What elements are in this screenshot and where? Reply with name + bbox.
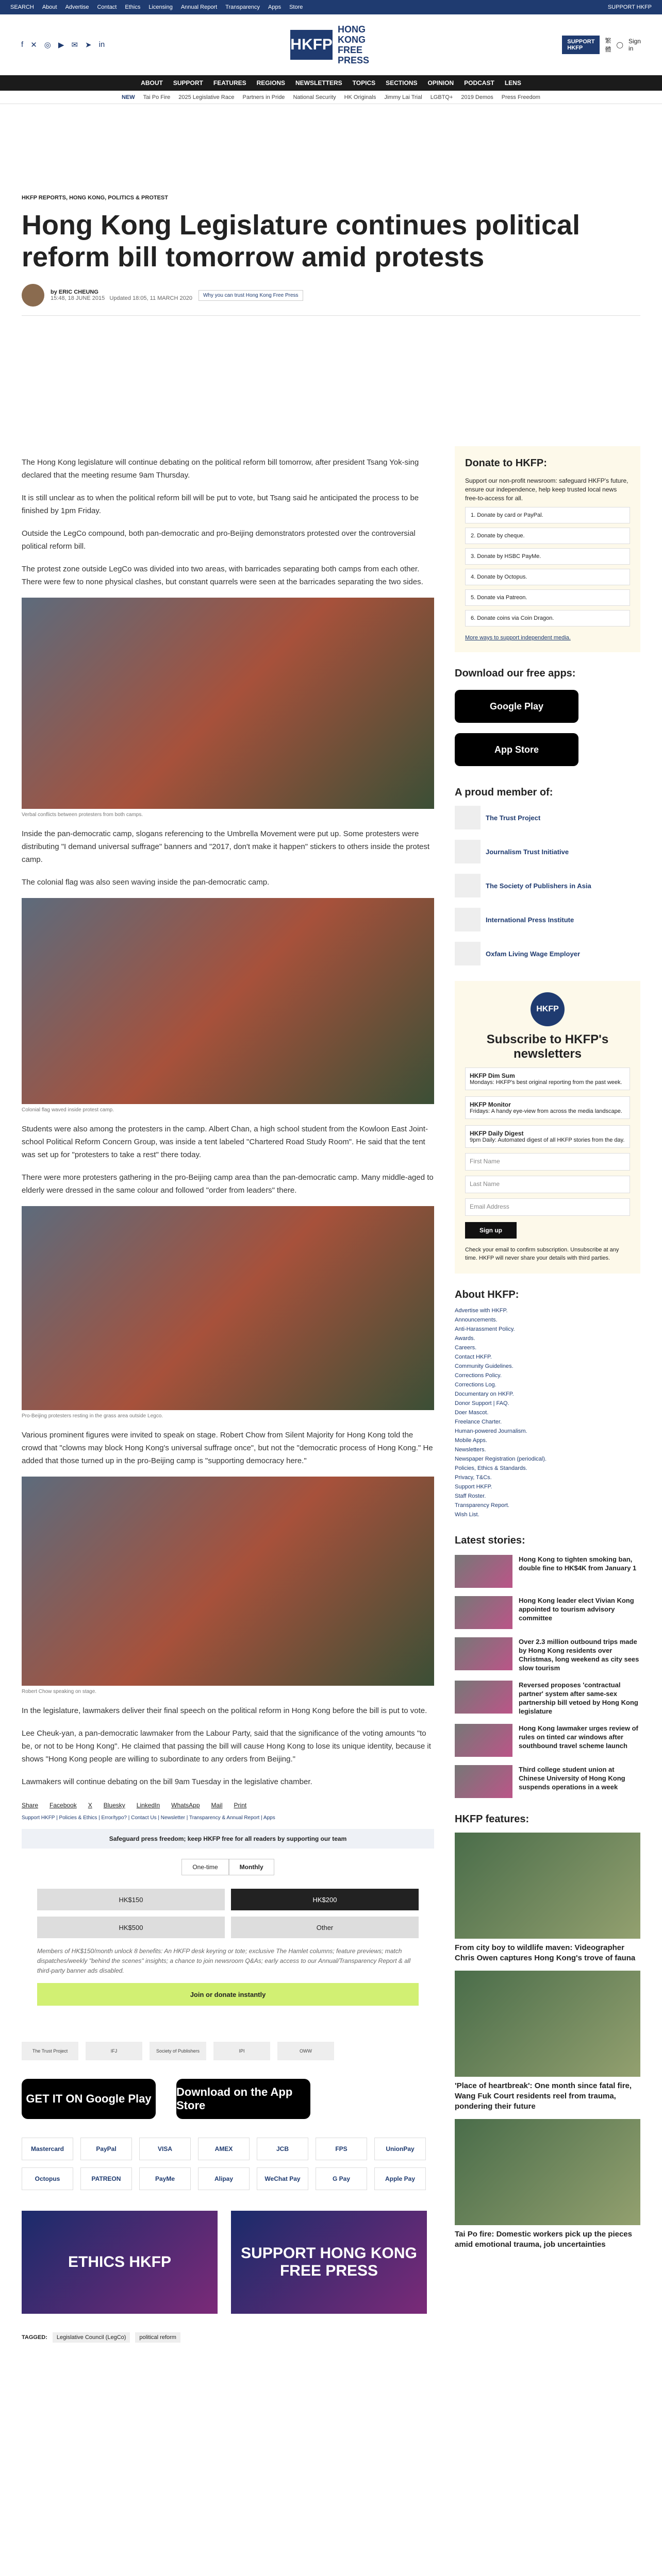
member-logo[interactable]: International Press Institute	[455, 905, 640, 935]
payment-logo: JCB	[257, 2138, 308, 2160]
payment-logo: WeChat Pay	[257, 2167, 308, 2190]
about-link[interactable]: Wish List.	[455, 1512, 479, 1518]
tags-row	[22, 2332, 434, 2343]
trending-item[interactable]: 2019 Demos	[461, 94, 493, 100]
paragraph: The colonial flag was also seen waving inside the pan-democratic camp.	[22, 878, 270, 887]
share-linkedin[interactable]: LinkedIn	[136, 1802, 160, 1809]
category[interactable]: HKFP REPORTS, HONG KONG, POLITICS & PROTEST	[22, 195, 168, 201]
feature-title[interactable]: 'Place of heartbreak': One month since fatal fire, Wang Fuk Court residents reel from trauma, pondering their future	[455, 2081, 632, 2111]
facebook-icon[interactable]: f	[21, 40, 24, 49]
byline-row	[22, 282, 640, 308]
about-link[interactable]: Policies, Ethics & Standards.	[455, 1465, 527, 1471]
share-mail[interactable]: Mail	[211, 1802, 223, 1809]
story-title[interactable]: Hong Kong to tighten smoking ban, double fine to HK$4K from January 1	[519, 1555, 637, 1572]
member-logo[interactable]: The Trust Project	[455, 803, 640, 833]
paragraph: In the legislature, lawmakers deliver their final speech on the political reform in Hong Kong before the bill is put to vote.	[22, 1706, 427, 1715]
newsletter-note: Check your email to confirm subscription. Unsubscribe at any time. HKFP will never share your details with third parties.	[465, 1247, 619, 1261]
about-link[interactable]: Human-powered Journalism.	[455, 1428, 527, 1434]
nav-about[interactable]: ABOUT	[141, 79, 163, 87]
paragraph: The Hong Kong legislature will continue debating on the political reform bill tomorrow, after president Tsang Yok-sing declared that the meeting resume 9am Thursday.	[22, 458, 419, 480]
nav-newsletters[interactable]: NEWSLETTERS	[295, 79, 342, 87]
nav-lens[interactable]: LENS	[504, 79, 521, 87]
about-link[interactable]: Donor Support | FAQ.	[455, 1400, 509, 1406]
payment-methods	[22, 2138, 434, 2190]
about-link[interactable]: Mobile Apps.	[455, 1437, 487, 1444]
store-buttons	[22, 2079, 434, 2119]
donate-box	[455, 446, 640, 652]
logo-mark: HKFP	[290, 30, 333, 60]
payment-logo: Apple Pay	[374, 2167, 426, 2190]
trending-item[interactable]: LGBTQ+	[430, 94, 453, 100]
about-link[interactable]: Contact HKFP.	[455, 1354, 492, 1360]
main-nav	[0, 75, 662, 91]
top-strip	[0, 0, 662, 14]
feature-title[interactable]: Tai Po fire: Domestic workers pick up the pieces amid emotional trauma, job uncertainties	[455, 2230, 632, 2249]
story-title[interactable]: Hong Kong lawmaker urges review of rules on tinted car windows after southbound travel scheme launch	[519, 1724, 638, 1750]
signin-link[interactable]: Sign in	[628, 38, 641, 52]
payment-logo: Octopus	[22, 2167, 73, 2190]
donate-option[interactable]: 3. Donate by HSBC PayMe.	[465, 548, 630, 565]
story-title[interactable]: Reversed proposes 'contractual partner' system after same-sex partnership bill vetoed by Hong Kong legislature	[519, 1681, 638, 1715]
colonial-flag-photo[interactable]	[22, 898, 434, 1104]
partner-logo[interactable]: IPI	[213, 2042, 270, 2060]
story-thumbnail[interactable]	[455, 1637, 512, 1670]
topbar-transparency[interactable]: Transparency	[225, 4, 260, 10]
topbar-advertise[interactable]: Advertise	[65, 4, 89, 10]
latest-story[interactable]	[455, 1555, 640, 1588]
about-section	[455, 1289, 640, 1519]
trending-item[interactable]: Tai Po Fire	[143, 94, 171, 100]
about-link[interactable]: Careers.	[455, 1345, 477, 1351]
topbar-store[interactable]: Store	[289, 4, 303, 10]
donate-option[interactable]: 6. Donate coins via Coin Dragon.	[465, 610, 630, 626]
membership-text: Members of HK$150/month unlock 8 benefits: An HKFP desk keyring or tote; exclusive The Hamlet columns; feature previews; match dispatches/weekly "behind the scenes" insights; a chance to join newsroom Q&As; early access to our Annual/Transparency Report & all third-party banner ads disabled.	[37, 1947, 411, 1974]
share-whatsapp[interactable]: WhatsApp	[171, 1802, 200, 1809]
photo-caption: Robert Chow speaking on stage.	[22, 1689, 97, 1694]
about-link[interactable]: Community Guidelines.	[455, 1363, 514, 1369]
nav-topics[interactable]: TOPICS	[352, 79, 376, 87]
tags-label: TAGGED:	[22, 2334, 47, 2341]
trending-bar	[0, 91, 662, 104]
newsletter-option[interactable]: HKFP Monitor Fridays: A handy eye-view from across the media landscape.	[465, 1096, 630, 1119]
topbar-support[interactable]: SUPPORT HKFP	[607, 4, 652, 10]
story-thumbnail[interactable]	[455, 1596, 512, 1629]
google-play-button[interactable]: GET IT ON Google Play	[22, 2079, 156, 2119]
monthly-tab[interactable]: Monthly	[229, 1859, 274, 1875]
story-thumbnail[interactable]	[455, 1555, 512, 1588]
feature-image[interactable]	[455, 1971, 640, 2077]
partner-logo[interactable]: Society of Publishers	[150, 2042, 206, 2060]
partner-logos	[22, 2042, 434, 2060]
join-button[interactable]: Join or donate instantly	[37, 1983, 419, 2006]
article-title: Hong Kong Legislature continues political reform bill tomorrow amid protests	[22, 210, 581, 273]
topbar-ethics[interactable]: Ethics	[125, 4, 141, 10]
story-title[interactable]: Third college student union at Chinese University of Hong Kong suspends operations in a week	[519, 1766, 625, 1791]
about-link[interactable]: Corrections Policy.	[455, 1372, 502, 1379]
ethics-banner[interactable]: ETHICS HKFP	[22, 2211, 218, 2314]
latest-story[interactable]	[455, 1724, 640, 1757]
sidebar	[455, 446, 640, 2250]
trending-item[interactable]: Press Freedom	[501, 94, 540, 100]
social-icons	[21, 40, 105, 49]
footer-links[interactable]: Support HKFP | Policies & Ethics | Error/typo? | Contact Us | Newsletter | Transparency & Annual Report | Apps	[22, 1815, 275, 1821]
share-facebook[interactable]: Facebook	[49, 1802, 77, 1809]
payment-logo: AMEX	[198, 2138, 250, 2160]
about-link[interactable]: Announcements.	[455, 1317, 498, 1323]
email-icon[interactable]: ✉	[71, 41, 78, 49]
about-link[interactable]: Newspaper Registration (periodical).	[455, 1456, 547, 1462]
latest-story[interactable]	[455, 1765, 640, 1798]
trending-item[interactable]: HK Originals	[344, 94, 376, 100]
about-link[interactable]: Staff Roster.	[455, 1493, 486, 1499]
nav-podcast[interactable]: PODCAST	[464, 79, 494, 87]
newsletter-option[interactable]: HKFP Dim Sum Mondays: HKFP's best original reporting from the past week.	[465, 1067, 630, 1090]
about-title: About HKFP:	[455, 1289, 519, 1300]
tag[interactable]: political reform	[135, 2332, 180, 2343]
support-button[interactable]: SUPPORT HKFP	[562, 36, 600, 54]
last-name-field[interactable]: Last Name	[465, 1176, 630, 1193]
email-field[interactable]: Email Address	[465, 1198, 630, 1216]
latest-story[interactable]	[455, 1637, 640, 1672]
about-link[interactable]: Newsletters.	[455, 1447, 486, 1453]
story-title[interactable]: Hong Kong leader elect Vivian Kong appointed to tourism advisory committee	[519, 1597, 634, 1622]
photo-caption: Pro-Beijing protesters resting in the grass area outside Legco.	[22, 1413, 163, 1419]
payment-logo: UnionPay	[374, 2138, 426, 2160]
more-ways-link[interactable]: More ways to support independent media.	[465, 635, 571, 641]
content	[22, 195, 640, 2341]
logo-line2: FREE PRESS	[337, 45, 369, 65]
paragraph: The protest zone outside LegCo was divided into two areas, with barricades separating both camps from each other. There were few to none physical clashes, but constant quarrels were seen at the barricades separating the two sides.	[22, 565, 423, 586]
features-section	[455, 1814, 640, 2250]
frequency-toggle	[22, 1859, 434, 1875]
story-thumbnail[interactable]	[455, 1765, 512, 1798]
topbar-licensing[interactable]: Licensing	[148, 4, 173, 10]
amount-option[interactable]: HK$500	[37, 1917, 225, 1938]
trending-item[interactable]: 2025 Legislative Race	[178, 94, 235, 100]
paragraph: Various prominent figures were invited to speak on stage. Robert Chow from Silent Majority for Hong Kong told the crowd that "clowns may block Hong Kong's universal suffrage once", but not the "democratic process of Hong Kong." He added that those turned up in the pro-Beijing camp is "supporting democracy here."	[22, 1431, 433, 1465]
newsletter-logo: HKFP	[531, 992, 565, 1026]
paragraph: Lawmakers will continue debating on the bill 9am Tuesday in the legislative chamber.	[22, 1777, 312, 1786]
nav-opinion[interactable]: OPINION	[427, 79, 454, 87]
amount-option[interactable]: HK$150	[37, 1889, 225, 1910]
newsletter-title: Subscribe to HKFP's newsletters	[486, 1032, 609, 1061]
about-link[interactable]: Documentary on HKFP.	[455, 1391, 514, 1397]
robert-chow-photo[interactable]	[22, 1477, 434, 1686]
promo-banners	[22, 2211, 434, 2314]
x-icon[interactable]: ✕	[30, 41, 37, 49]
one-time-tab[interactable]: One-time	[181, 1859, 228, 1875]
telegram-icon[interactable]: ➤	[85, 41, 92, 49]
paragraph: Students were also among the protesters in the camp. Albert Chan, a high school student from the Kowloon East Joint-school Political Reform Concern Group, was inside a tent labeled "Chartered Road Study Room". He said that the tent was set up for "protesters to take a rest" there today.	[22, 1125, 428, 1159]
nav-sections[interactable]: SECTIONS	[386, 79, 418, 87]
app-store-button[interactable]: App Store	[455, 733, 578, 766]
features-title: HKFP features:	[455, 1814, 529, 1825]
amount-option[interactable]: HK$200	[231, 1889, 419, 1910]
publish-date: 15:48, 18 JUNE 2015	[51, 295, 105, 301]
share-label: Share	[22, 1802, 39, 1809]
partner-logo[interactable]: OWW	[277, 2042, 334, 2060]
updated-date: Updated 18:05, 11 MARCH 2020	[109, 295, 192, 301]
nav-features[interactable]: FEATURES	[213, 79, 246, 87]
nav-support[interactable]: SUPPORT	[173, 79, 203, 87]
tag[interactable]: Legislative Council (LegCo)	[53, 2332, 130, 2343]
topbar-contact[interactable]: Contact	[97, 4, 117, 10]
story-title[interactable]: Over 2.3 million outbound trips made by Hong Kong residents over Christmas, long weekend as city sees slow tourism	[519, 1638, 639, 1672]
paragraph: There were more protesters gathering in the pro-Beijing camp area than the pan-democratic camp. Many middle-aged to elderly were dressed in the same colour and followed "order from leaders" there.	[22, 1173, 434, 1195]
app-store-button[interactable]: Download on the App Store	[176, 2079, 310, 2119]
amount-options	[37, 1889, 419, 1938]
logo-line1: HONG KONG	[337, 24, 366, 45]
donate-title: Donate to HKFP:	[465, 457, 547, 469]
signup-button[interactable]: Sign up	[465, 1222, 517, 1239]
linkedin-icon[interactable]: in	[98, 40, 105, 49]
share-x[interactable]: X	[88, 1802, 92, 1809]
trending-item[interactable]: Partners in Pride	[242, 94, 285, 100]
trending-item[interactable]: Jimmy Lai Trial	[384, 94, 422, 100]
paragraph: Outside the LegCo compound, both pan-democratic and pro-Beijing demonstrators protested over the controversial political reform bill.	[22, 529, 416, 551]
partner-logo[interactable]: The Trust Project	[22, 2042, 78, 2060]
logo[interactable]	[290, 24, 376, 65]
payment-logo: Alipay	[198, 2167, 250, 2190]
about-link[interactable]: Support HKFP.	[455, 1484, 492, 1490]
donate-text: Support our non-profit newsroom: safeguard HKFP's future, ensure our independence, help keep trusted local news free-to-access for all.	[465, 477, 628, 502]
newsletter-box	[455, 981, 640, 1274]
about-link[interactable]: Anti-Harassment Policy.	[455, 1326, 515, 1332]
donate-option[interactable]: 4. Donate by Octopus.	[465, 569, 630, 585]
member-logo[interactable]: Oxfam Living Wage Employer	[455, 939, 640, 969]
share-bar	[22, 1802, 434, 1809]
avatar	[22, 284, 44, 307]
member-logo[interactable]: The Society of Publishers in Asia	[455, 871, 640, 901]
latest-title: Latest stories:	[455, 1535, 525, 1546]
topbar-apps[interactable]: Apps	[268, 4, 282, 10]
byline[interactable]: by ERIC CHEUNG	[51, 289, 98, 295]
member-title: A proud member of:	[455, 787, 553, 798]
safeguard-banner[interactable]: Safeguard press freedom; keep HKFP free for all readers by supporting our team	[22, 1829, 434, 1849]
support-banner[interactable]: SUPPORT HONG KONG FREE PRESS	[231, 2211, 427, 2314]
topbar-about[interactable]: About	[42, 4, 57, 10]
amount-option[interactable]: Other	[231, 1917, 419, 1938]
feature-title[interactable]: From city boy to wildlife maven: Videographer Chris Owen captures Hong Kong's trove of fauna	[455, 1943, 636, 1962]
feature-story[interactable]	[455, 1833, 640, 1963]
protest-photo[interactable]	[22, 598, 434, 809]
paragraph: It is still unclear as to when the political reform bill will be put to vote, but Tsang said he anticipated the process to be finished by 1pm Friday.	[22, 494, 419, 515]
donate-option[interactable]: 5. Donate via Patreon.	[465, 589, 630, 606]
share-print[interactable]: Print	[234, 1802, 247, 1809]
member-logo[interactable]: Journalism Trust Initiative	[455, 837, 640, 867]
trust-link[interactable]: Why you can trust Hong Kong Free Press	[198, 290, 303, 301]
new-label: NEW	[122, 94, 135, 100]
paragraph: Inside the pan-democratic camp, slogans referencing to the Umbrella Movement were put up. Some protesters were distributing "I demand universal suffrage" banners and "2017, don't make it happen" stickers to others inside the protest camp.	[22, 829, 430, 864]
feature-image[interactable]	[455, 1833, 640, 1939]
header	[0, 14, 662, 75]
nav-regions[interactable]: REGIONS	[256, 79, 285, 87]
payment-logo: PayPal	[80, 2138, 132, 2160]
donate-option[interactable]: 1. Donate by card or PayPal.	[465, 507, 630, 523]
trending-item[interactable]: National Security	[293, 94, 336, 100]
about-link[interactable]: Privacy, T&Cs.	[455, 1475, 492, 1481]
about-link[interactable]: Advertise with HKFP.	[455, 1308, 508, 1314]
paragraph: Lee Cheuk-yan, a pan-democratic lawmaker from the Labour Party, said that the significance of the voting amounts "to be, or not to be Hong Kong". He claimed that passing the bill will cause Hong Kong to lose its unique identity, because it shows "Hong Kong people are willing to subordinate to any orders from Beijing."	[22, 1729, 431, 1764]
article-body	[22, 446, 434, 2343]
language-link[interactable]: 繁體	[605, 37, 611, 53]
about-link[interactable]: Doer Mascot.	[455, 1410, 489, 1416]
partner-logo[interactable]: IFJ	[86, 2042, 142, 2060]
feature-story[interactable]	[455, 2119, 640, 2250]
story-thumbnail[interactable]	[455, 1724, 512, 1757]
latest-story[interactable]	[455, 1596, 640, 1629]
search-link[interactable]: SEARCH	[10, 4, 34, 10]
google-play-button[interactable]: Google Play	[455, 690, 578, 723]
newsletter-option[interactable]: HKFP Daily Digest 9pm Daily: Automated digest of all HKFP stories from the day.	[465, 1125, 630, 1148]
about-link[interactable]: Freelance Charter.	[455, 1419, 502, 1425]
topbar-annual-report[interactable]: Annual Report	[180, 4, 218, 10]
about-link[interactable]: Transparency Report.	[455, 1502, 509, 1509]
latest-section	[455, 1535, 640, 1798]
payment-logo: Mastercard	[22, 2138, 73, 2160]
payment-logo: PATREON	[80, 2167, 132, 2190]
apps-title: Download our free apps:	[455, 668, 576, 679]
share-bluesky[interactable]: Bluesky	[103, 1802, 125, 1809]
pro-beijing-photo[interactable]	[22, 1206, 434, 1410]
feature-story[interactable]	[455, 1971, 640, 2112]
payment-logo: G Pay	[316, 2167, 367, 2190]
photo-caption: Verbal conflicts between protesters from both camps.	[22, 812, 143, 818]
about-link[interactable]: Corrections Log.	[455, 1382, 496, 1388]
about-link[interactable]: Awards.	[455, 1335, 475, 1342]
youtube-icon[interactable]: ▶	[58, 41, 64, 49]
story-thumbnail[interactable]	[455, 1681, 512, 1714]
instagram-icon[interactable]: ◎	[44, 41, 51, 49]
donate-option[interactable]: 2. Donate by cheque.	[465, 528, 630, 544]
payment-logo: FPS	[316, 2138, 367, 2160]
payment-logo: PayMe	[139, 2167, 191, 2190]
payment-logo: VISA	[139, 2138, 191, 2160]
photo-caption: Colonial flag waved inside protest camp.	[22, 1107, 114, 1113]
latest-story[interactable]	[455, 1681, 640, 1716]
user-icon[interactable]: ◯	[616, 41, 623, 48]
first-name-field[interactable]: First Name	[465, 1153, 630, 1171]
feature-image[interactable]	[455, 2119, 640, 2225]
